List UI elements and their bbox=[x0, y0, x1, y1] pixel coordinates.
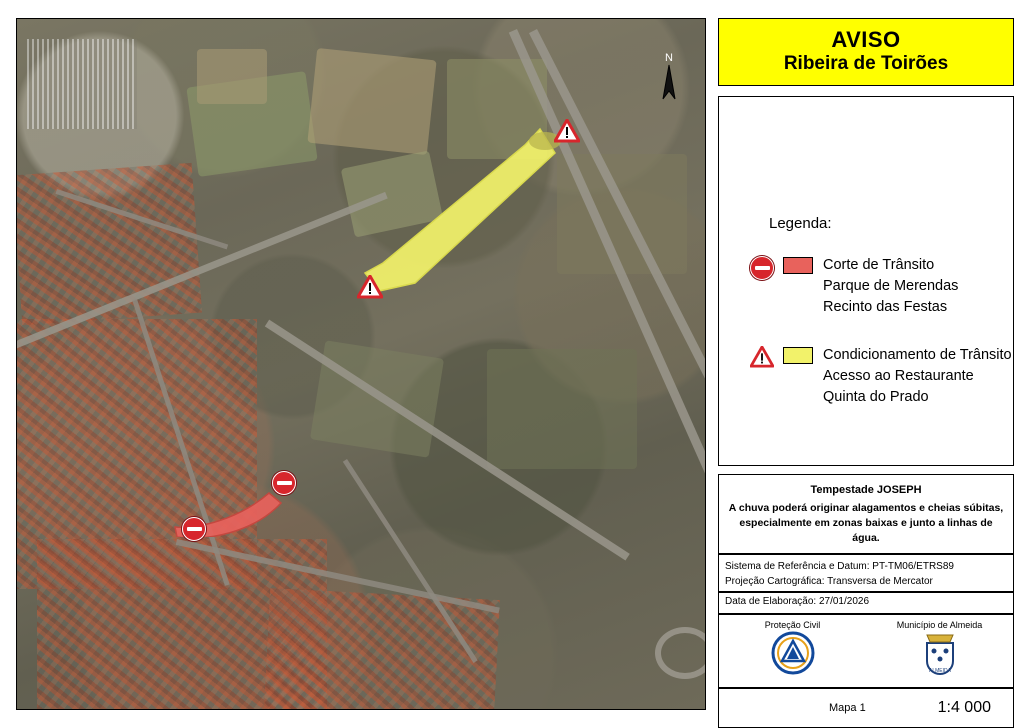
reference-system-box bbox=[718, 554, 1014, 592]
legend-line: Corte de Trânsito bbox=[823, 257, 935, 273]
warning-marker-north[interactable] bbox=[554, 119, 578, 143]
legend-line: Recinto das Festas bbox=[823, 299, 948, 316]
elaboration-date: Data de Elaboração: 27/01/2026 bbox=[718, 592, 1014, 614]
storm-text: A chuva poderá originar alagamentos e cheias súbitas, especialmente em zonas baixas e junto a linhas de água. bbox=[728, 502, 1004, 545]
imagery-urban-northwest bbox=[16, 163, 202, 325]
imagery-field bbox=[197, 49, 267, 104]
legend-swatch-closure bbox=[783, 257, 813, 274]
traffic-restriction-area bbox=[355, 123, 585, 303]
warning-triangle-icon bbox=[357, 275, 383, 299]
imagery-field bbox=[487, 349, 637, 469]
legend-box bbox=[718, 96, 1014, 466]
north-label: N bbox=[665, 52, 673, 64]
scale-box bbox=[718, 688, 1014, 728]
legend-label-closure bbox=[823, 255, 958, 318]
page-title: AVISO bbox=[831, 27, 901, 53]
no-entry-icon bbox=[747, 255, 777, 280]
municipality-crest-icon bbox=[919, 631, 961, 677]
logo-label-civil-protection: Proteção Civil bbox=[764, 620, 821, 630]
roundabout bbox=[655, 627, 706, 679]
legend-item-road-closure bbox=[747, 255, 958, 318]
reference-line-1: Sistema de Referência e Datum: PT-TM06/ETRS89 bbox=[725, 561, 954, 572]
logo-label-municipality: Município de Almeida bbox=[896, 620, 983, 630]
legend-heading: Legenda: bbox=[769, 215, 832, 232]
no-entry-icon bbox=[182, 517, 206, 541]
legend-line: Quinta do Prado bbox=[823, 389, 929, 406]
civil-protection-logo-icon bbox=[771, 631, 815, 675]
crest-label: ALMEIDA bbox=[928, 668, 951, 674]
legend-line: Acesso ao Restaurante bbox=[823, 368, 974, 385]
legend-line: Condicionamento de Trânsito bbox=[823, 347, 1012, 363]
map-panel[interactable] bbox=[16, 18, 706, 710]
legend-label-restriction bbox=[823, 345, 1012, 408]
no-entry-icon bbox=[272, 471, 296, 495]
north-arrow-icon bbox=[657, 49, 681, 101]
warning-triangle-icon bbox=[554, 119, 580, 143]
storm-note-box bbox=[718, 474, 1014, 554]
legend-item-traffic-restriction bbox=[747, 345, 1012, 408]
info-column bbox=[718, 18, 1014, 716]
warning-triangle-icon bbox=[747, 345, 777, 368]
logo-cell-municipality bbox=[866, 615, 1013, 687]
map-number: Mapa 1 bbox=[829, 702, 866, 714]
legend-line: Parque de Merendas bbox=[823, 278, 959, 295]
map-scale: 1:4 000 bbox=[937, 699, 991, 716]
no-entry-marker-west[interactable] bbox=[182, 517, 206, 541]
logo-cell-civil-protection bbox=[719, 615, 866, 687]
legend-swatch-restriction bbox=[783, 347, 813, 364]
warning-marker-south[interactable] bbox=[357, 275, 381, 299]
page-subtitle: Ribeira de Toirões bbox=[783, 53, 949, 75]
title-box bbox=[718, 18, 1014, 86]
storm-title: Tempestade JOSEPH bbox=[810, 484, 922, 496]
reference-line-2: Projeção Cartográfica: Transversa de Mercator bbox=[725, 576, 933, 587]
imagery-cemetery-block bbox=[27, 39, 137, 129]
logos-box bbox=[718, 614, 1014, 688]
no-entry-marker-east[interactable] bbox=[272, 471, 296, 495]
